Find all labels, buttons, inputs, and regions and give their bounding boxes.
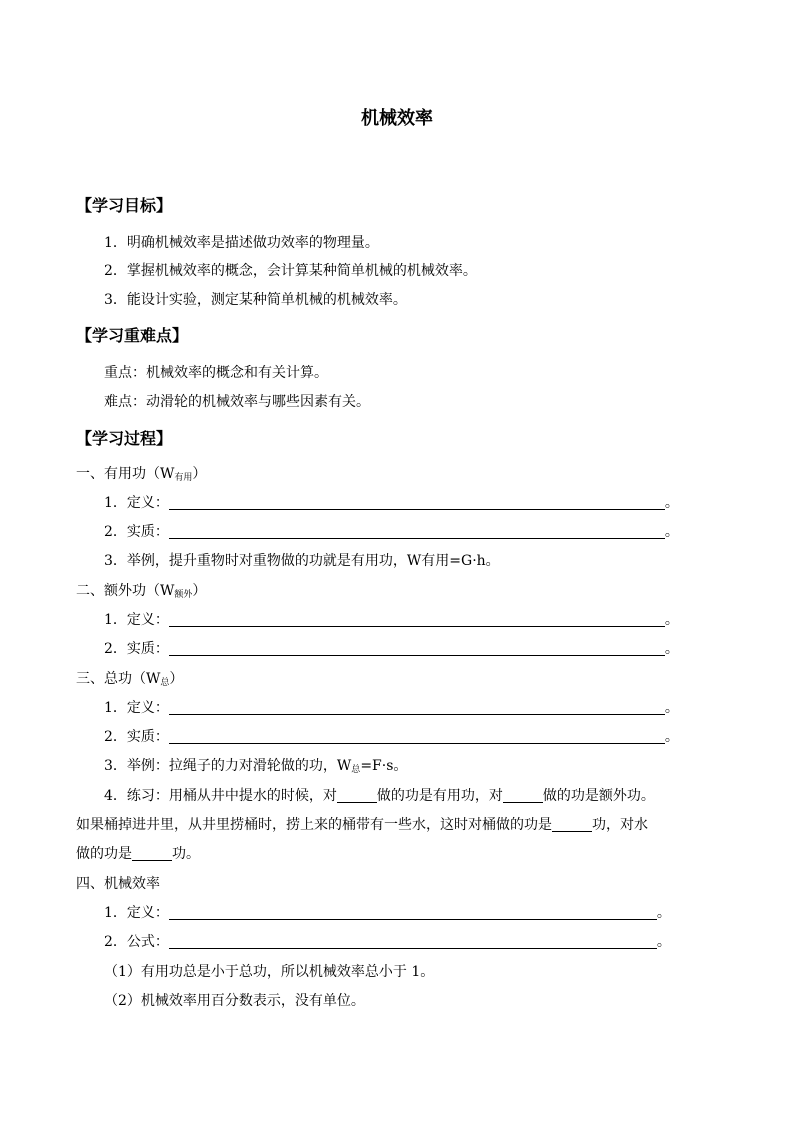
part3-essence-row: 2．实质： 。 [104, 729, 679, 745]
fill-blank[interactable] [169, 933, 657, 949]
page-title: 机械效率 [361, 108, 433, 129]
fill-blank[interactable] [552, 816, 592, 832]
part1-essence-row: 2．实质： 。 [104, 524, 679, 540]
part1-example: 3．举例，提升重物时对重物做的功就是有用功，W有用=G·h。 [104, 553, 500, 569]
fill-blank[interactable] [169, 494, 665, 510]
part4-heading: 四、机械效率 [76, 876, 160, 892]
part2-essence-row: 2．实质： 。 [104, 641, 679, 657]
goal-item-1: 1．明确机械效率是描述做功效率的物理量。 [104, 235, 379, 251]
fill-blank[interactable] [169, 640, 665, 656]
part4-definition-row: 1．定义： 。 [104, 905, 671, 921]
part3-example: 3．举例：拉绳子的力对滑轮做的功，$W_总=F\cdot s$。 [104, 758, 408, 775]
fill-blank[interactable] [169, 611, 665, 627]
part4-formula-row: 2．公式： 。 [104, 934, 671, 950]
section-goals-heading: 【学习目标】 [76, 196, 173, 215]
goal-item-2: 2．掌握机械效率的概念，会计算某种简单机械的机械效率。 [104, 263, 477, 279]
section-keypoints-heading: 【学习重难点】 [76, 326, 189, 345]
goal-item-3: 3．能设计实验，测定某种简单机械的机械效率。 [104, 292, 407, 308]
part1-heading: 一、有用功$(W_{有用})$ [76, 466, 207, 483]
part3-practice-line1: 4．练习：用桶从井中提水的时候，对 做的功是有用功，对 做的功是额外功。 [104, 788, 655, 804]
part4-note-1: （1）有用功总是小于总功，所以机械效率总小于 1。 [104, 964, 435, 980]
fill-blank[interactable] [169, 728, 665, 744]
part2-definition-row: 1．定义： 。 [104, 612, 679, 628]
keypoint-item-1: 重点：机械效率的概念和有关计算。 [104, 365, 328, 381]
part3-heading: 三、总功$(W_总)$ [76, 671, 184, 688]
fill-blank[interactable] [337, 787, 377, 803]
part3-definition-row: 1．定义： 。 [104, 700, 679, 716]
section-process-heading: 【学习过程】 [76, 429, 173, 448]
fill-blank[interactable] [169, 699, 665, 715]
part3-practice-line2: 如果桶掉进井里，从井里捞桶时，捞上来的桶带有一些水，这时对桶做的功是 功，对水 [76, 817, 648, 833]
fill-blank[interactable] [169, 523, 665, 539]
part2-heading: 二、额外功$(W_{额外})$ [76, 583, 207, 600]
fill-blank[interactable] [169, 904, 657, 920]
part4-note-2: （2）机械效率用百分数表示，没有单位。 [104, 993, 365, 1009]
part3-practice-line3: 做的功是 功。 [76, 846, 200, 862]
part1-definition-row: 1．定义： 。 [104, 495, 679, 511]
fill-blank[interactable] [132, 845, 172, 861]
fill-blank[interactable] [503, 787, 543, 803]
keypoint-item-2: 难点：动滑轮的机械效率与哪些因素有关。 [104, 394, 370, 410]
